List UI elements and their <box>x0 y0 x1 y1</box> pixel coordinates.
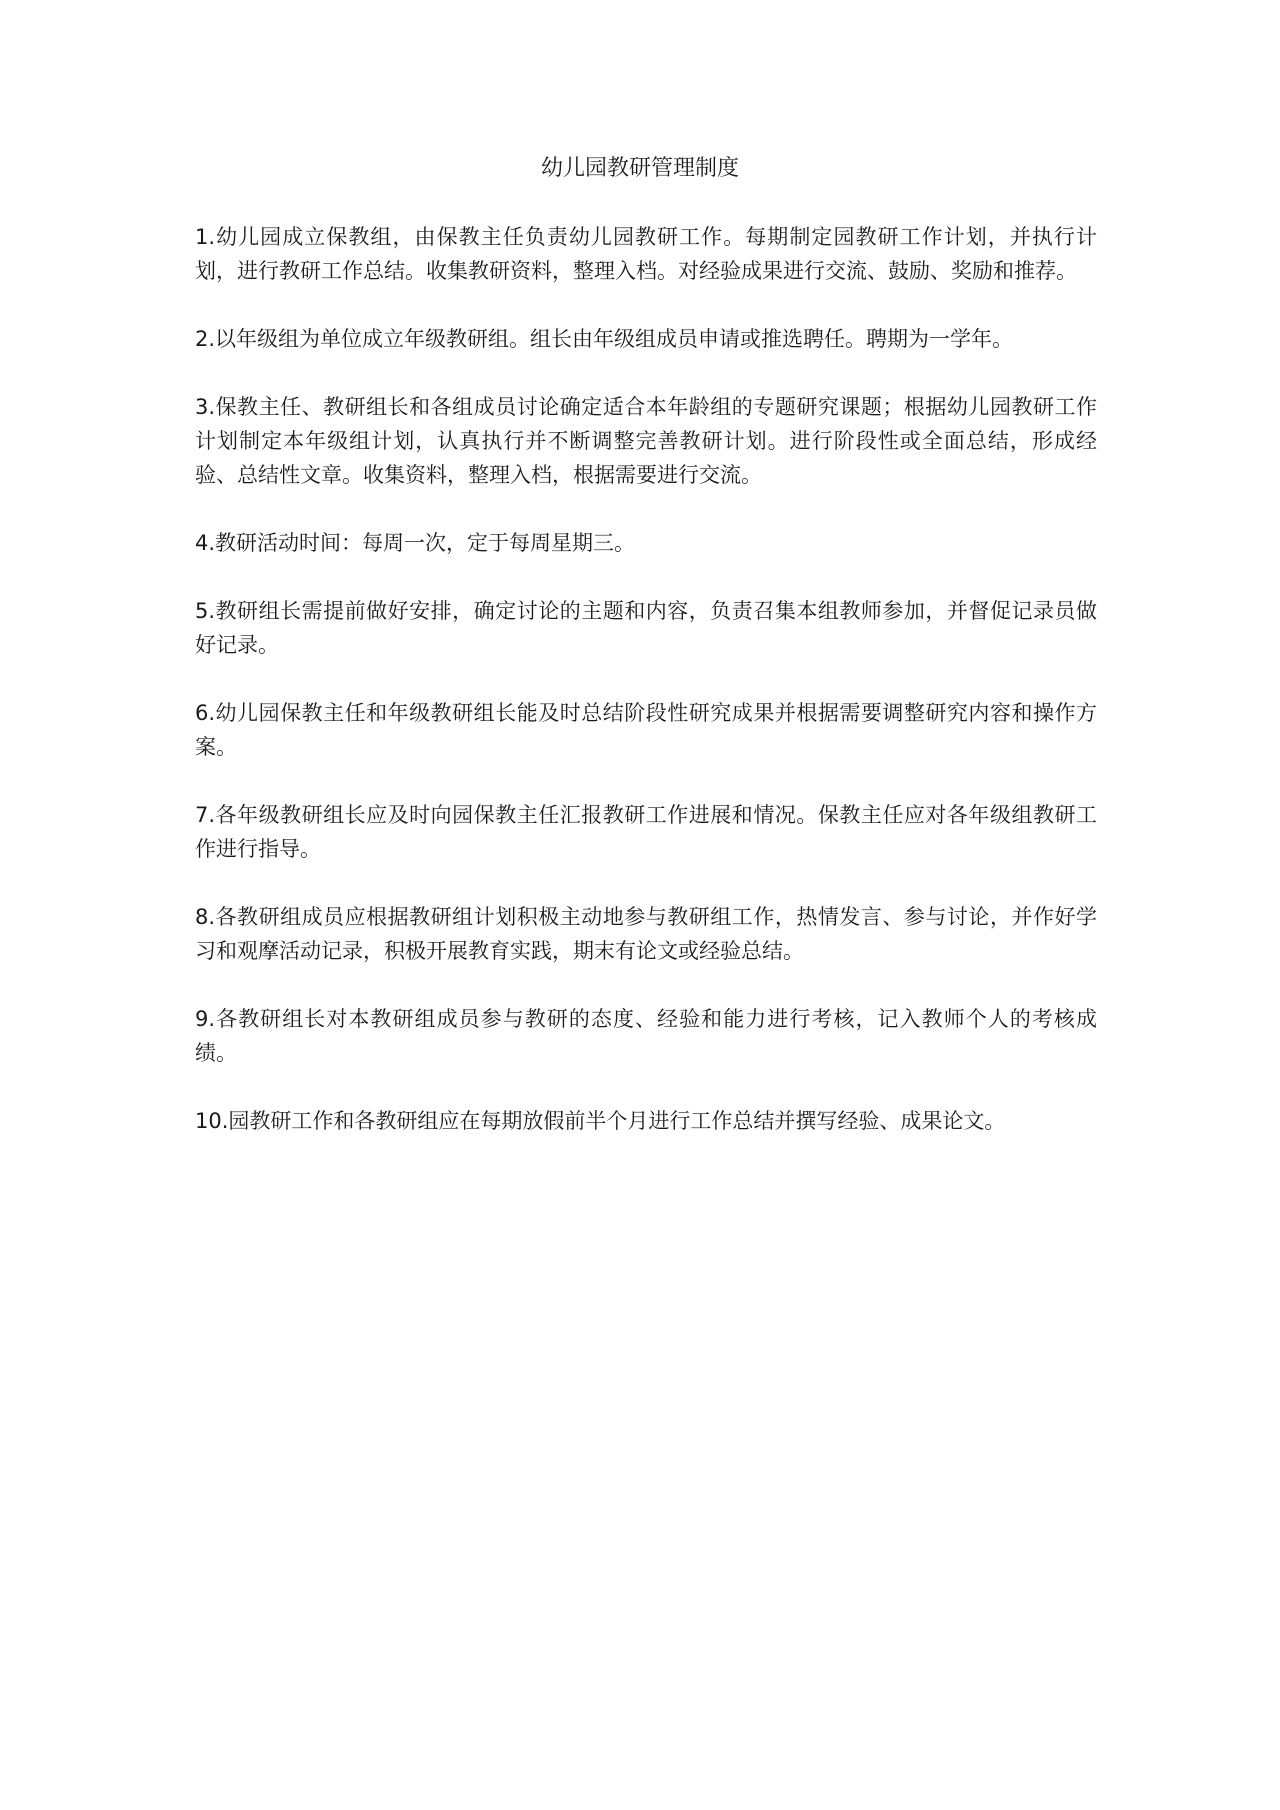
clause-10: 10.园教研工作和各教研组应在每期放假前半个月进行工作总结并撰写经验、成果论文。 <box>195 1109 1006 1133</box>
clause-4: 4.教研活动时间：每周一次，定于每周星期三。 <box>195 531 636 555</box>
document-title: 幼儿园教研管理制度 <box>540 156 739 181</box>
clause-8: 8.各教研组成员应根据教研组计划积极主动地参与教研组工作，热情发言、参与讨论，并作好学习和观摩活动记录，积极开展教育实践，期末有论文或经验总结。 <box>195 905 1097 963</box>
clause-1: 1.幼儿园成立保教组，由保教主任负责幼儿园教研工作。每期制定园教研工作计划，并执行计划，进行教研工作总结。收集教研资料，整理入档。对经验成果进行交流、鼓励、奖励和推荐。 <box>195 225 1097 283</box>
clause-5: 5.教研组长需提前做好安排，确定讨论的主题和内容，负责召集本组教师参加，并督促记录员做好记录。 <box>195 599 1097 657</box>
clause-2: 2.以年级组为单位成立年级教研组。组长由年级组成员申请或推选聘任。聘期为一学年。 <box>195 327 1014 351</box>
clause-7: 7.各年级教研组长应及时向园保教主任汇报教研工作进展和情况。保教主任应对各年级组教研工作进行指导。 <box>195 803 1097 861</box>
clause-6: 6.幼儿园保教主任和年级教研组长能及时总结阶段性研究成果并根据需要调整研究内容和操作方案。 <box>195 701 1097 759</box>
clause-9: 9.各教研组长对本教研组成员参与教研的态度、经验和能力进行考核，记入教师个人的考核成绩。 <box>195 1007 1097 1065</box>
document-body <box>195 220 1097 1172</box>
clause-3: 3.保教主任、教研组长和各组成员讨论确定适合本年龄组的专题研究课题；根据幼儿园教研工作计划制定本年级组计划，认真执行并不断调整完善教研计划。进行阶段性或全面总结，形成经验、总结性文章。收集资料，整理入档，根据需要进行交流。 <box>195 395 1097 487</box>
